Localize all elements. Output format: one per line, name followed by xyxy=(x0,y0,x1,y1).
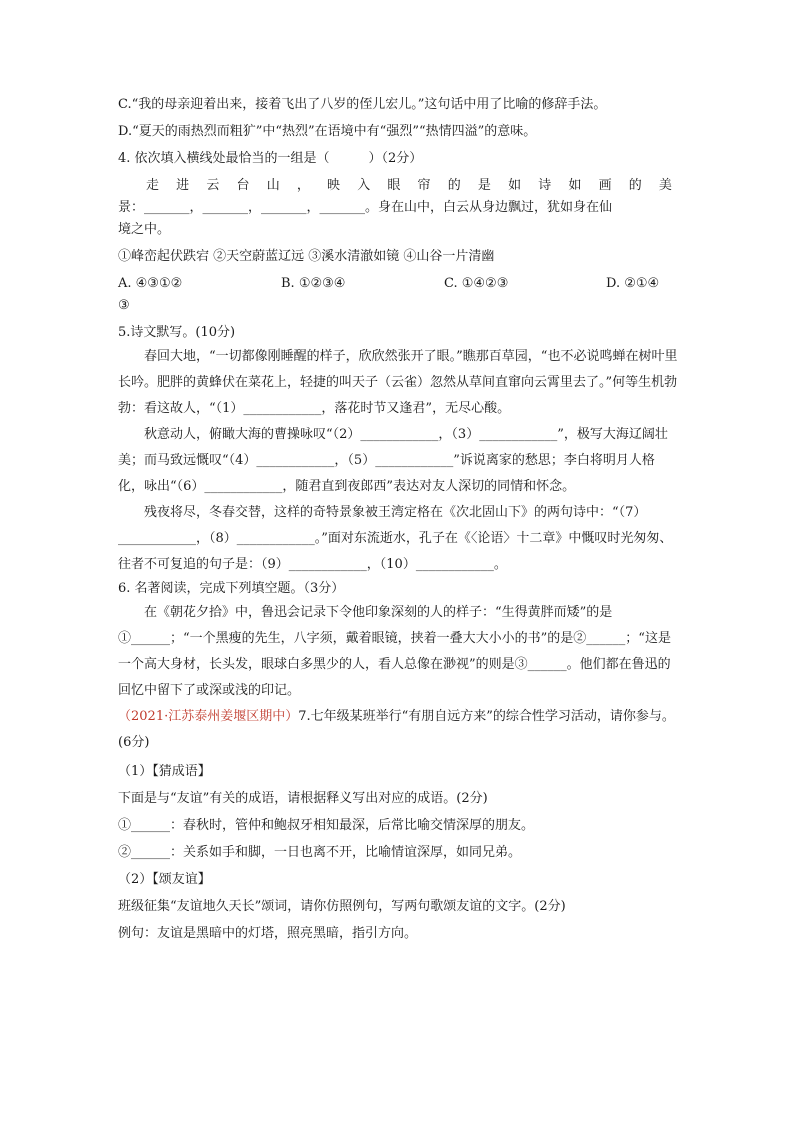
q4-option-b: B. ①②③④ xyxy=(281,276,346,291)
q4-passage-char: 帘 xyxy=(417,178,431,193)
q4-passage-char: 台 xyxy=(236,178,250,193)
q7-title: 7.七年级某班举行“有朋自远方来”的综合性学习活动，请你参与。(6分) xyxy=(118,709,675,750)
q4-passage-char: ， xyxy=(296,178,310,193)
q4-passage-char: 进 xyxy=(176,178,190,193)
q4-option-d: D. ②①④ xyxy=(606,276,660,291)
q4-passage-char: 入 xyxy=(357,178,371,193)
q7-section1-title: （1）【猜成语】 xyxy=(118,764,211,779)
q4-passage-char: 如 xyxy=(568,178,582,193)
q7-section2-desc: 班级征集“友谊地久天长”颂词，请你仿照例句，写两句歌颂友谊的文字。(2分) xyxy=(118,899,566,914)
q5-paragraph-2: 秋意动人，俯瞰大海的曹操咏叹“（2）____________，（3）____________”，极写大海辽阔壮美；而马致远慨叹“（4）____________，（5）____________”诉说离家的愁思；李白将明月人格化，咏出“（6）____________，随君直到夜郎西”表达对友人深切的同情和怀念。 xyxy=(118,427,668,494)
q5-paragraph-1: 春回大地，“一切都像刚睡醒的样子，欣欣然张开了眼。”瞧那百草园，“也不必说鸣蝉在树叶里长吟。肥胖的黄蜂伏在菜花上，轻捷的叫天子（云雀）忽然从草间直窜向云霄里去了。”何等生机勃勃：看这故人，“（1）____________，落花时节又逢君”，无尽心酸。 xyxy=(118,349,678,416)
q4-passage-line3: 境之中。 xyxy=(118,222,171,237)
q4-passage-char: 山 xyxy=(266,178,280,193)
exam-page xyxy=(118,94,678,945)
q4-passage-char: 是 xyxy=(477,178,491,193)
q7-section2-example: 例句：友谊是黑暗中的灯塔，照亮黑暗，指引方向。 xyxy=(118,926,418,941)
q4-option-a: A. ④③①② xyxy=(118,276,183,291)
q6-paragraph: 在《朝花夕拾》中，鲁迅会记录下令他印象深刻的人的样子：“生得黄胖而矮”的是①______；“一个黑瘦的先生，八字须，戴着眼镜，挟着一叠大大小小的书”的是②______；“这是一个高大身材，长头发，眼球白多黑少的人，看人总像在渺视”的则是③______。他们都在鲁迅的回忆中留下了或深或浅的印记。 xyxy=(118,605,671,698)
q4-option-c: C. ①④②③ xyxy=(444,276,509,291)
q4-passage-line2: 景：_______，_______，_______，_______。身在山中，白云从身边飘过，犹如身在仙 xyxy=(118,200,613,215)
q4-passage-char: 的 xyxy=(447,178,461,193)
q3-option-d: D.“夏天的雨热烈而粗犷”中“热烈”在语境中有“强烈”“热情四溢”的意味。 xyxy=(118,124,537,139)
q4-passage-line1 xyxy=(118,175,672,197)
q7-section1-item1: ①______：春秋时，管仲和鲍叔牙相知最深，后常比喻交情深厚的朋友。 xyxy=(118,818,535,833)
q7-section1-item2: ②______：关系如手和脚，一日也离不开，比喻情谊深厚，如同兄弟。 xyxy=(118,845,522,860)
q7-section2-title: （2）【颂友谊】 xyxy=(118,872,211,887)
q7-section1-desc: 下面是与“友谊”有关的成语，请根据释义写出对应的成语。(2分) xyxy=(118,791,488,806)
q4-passage-char: 如 xyxy=(508,178,522,193)
q4-passage-char: 诗 xyxy=(538,178,552,193)
q6-title: 6. 名著阅读，完成下列填空题。（3分） xyxy=(118,581,345,596)
q4-title: 4. 依次填入横线处最恰当的一组是（ ）（2分） xyxy=(118,151,423,166)
q4-items: ①峰峦起伏跌宕 ②天空蔚蓝辽远 ③溪水清澈如镜 ④山谷一片清幽 xyxy=(118,249,495,264)
q7-source-tag: （2021·江苏泰州姜堰区期中） xyxy=(118,709,299,724)
q4-passage-char: 走 xyxy=(146,178,160,193)
q4-passage-char: 画 xyxy=(598,178,612,193)
q4-passage-char: 云 xyxy=(206,178,220,193)
q4-passage-char: 眼 xyxy=(387,178,401,193)
q4-option-d-continued: ③ xyxy=(118,298,130,313)
q5-title: 5.诗文默写。(10分) xyxy=(118,325,236,340)
q4-options xyxy=(118,273,678,295)
q7-heading xyxy=(118,704,678,756)
q3-option-c: C.“我的母亲迎着出来，接着飞出了八岁的侄儿宏儿。”这句话中用了比喻的修辞手法。 xyxy=(118,97,607,112)
q5-paragraph-3: 残夜将尽，冬春交替，这样的奇特景象被王湾定格在《次北固山下》的两句诗中：“（7）____________，（8）____________。”面对东流逝水，孔子在《〈论语〉十二章》中慨叹时光匆匆、往者不可复追的句子是：（9）____________，（10）____________。 xyxy=(118,505,673,572)
q4-passage-char: 的 xyxy=(628,178,642,193)
q4-passage-char: 映 xyxy=(327,178,341,193)
q4-passage-char: 美 xyxy=(658,178,672,193)
